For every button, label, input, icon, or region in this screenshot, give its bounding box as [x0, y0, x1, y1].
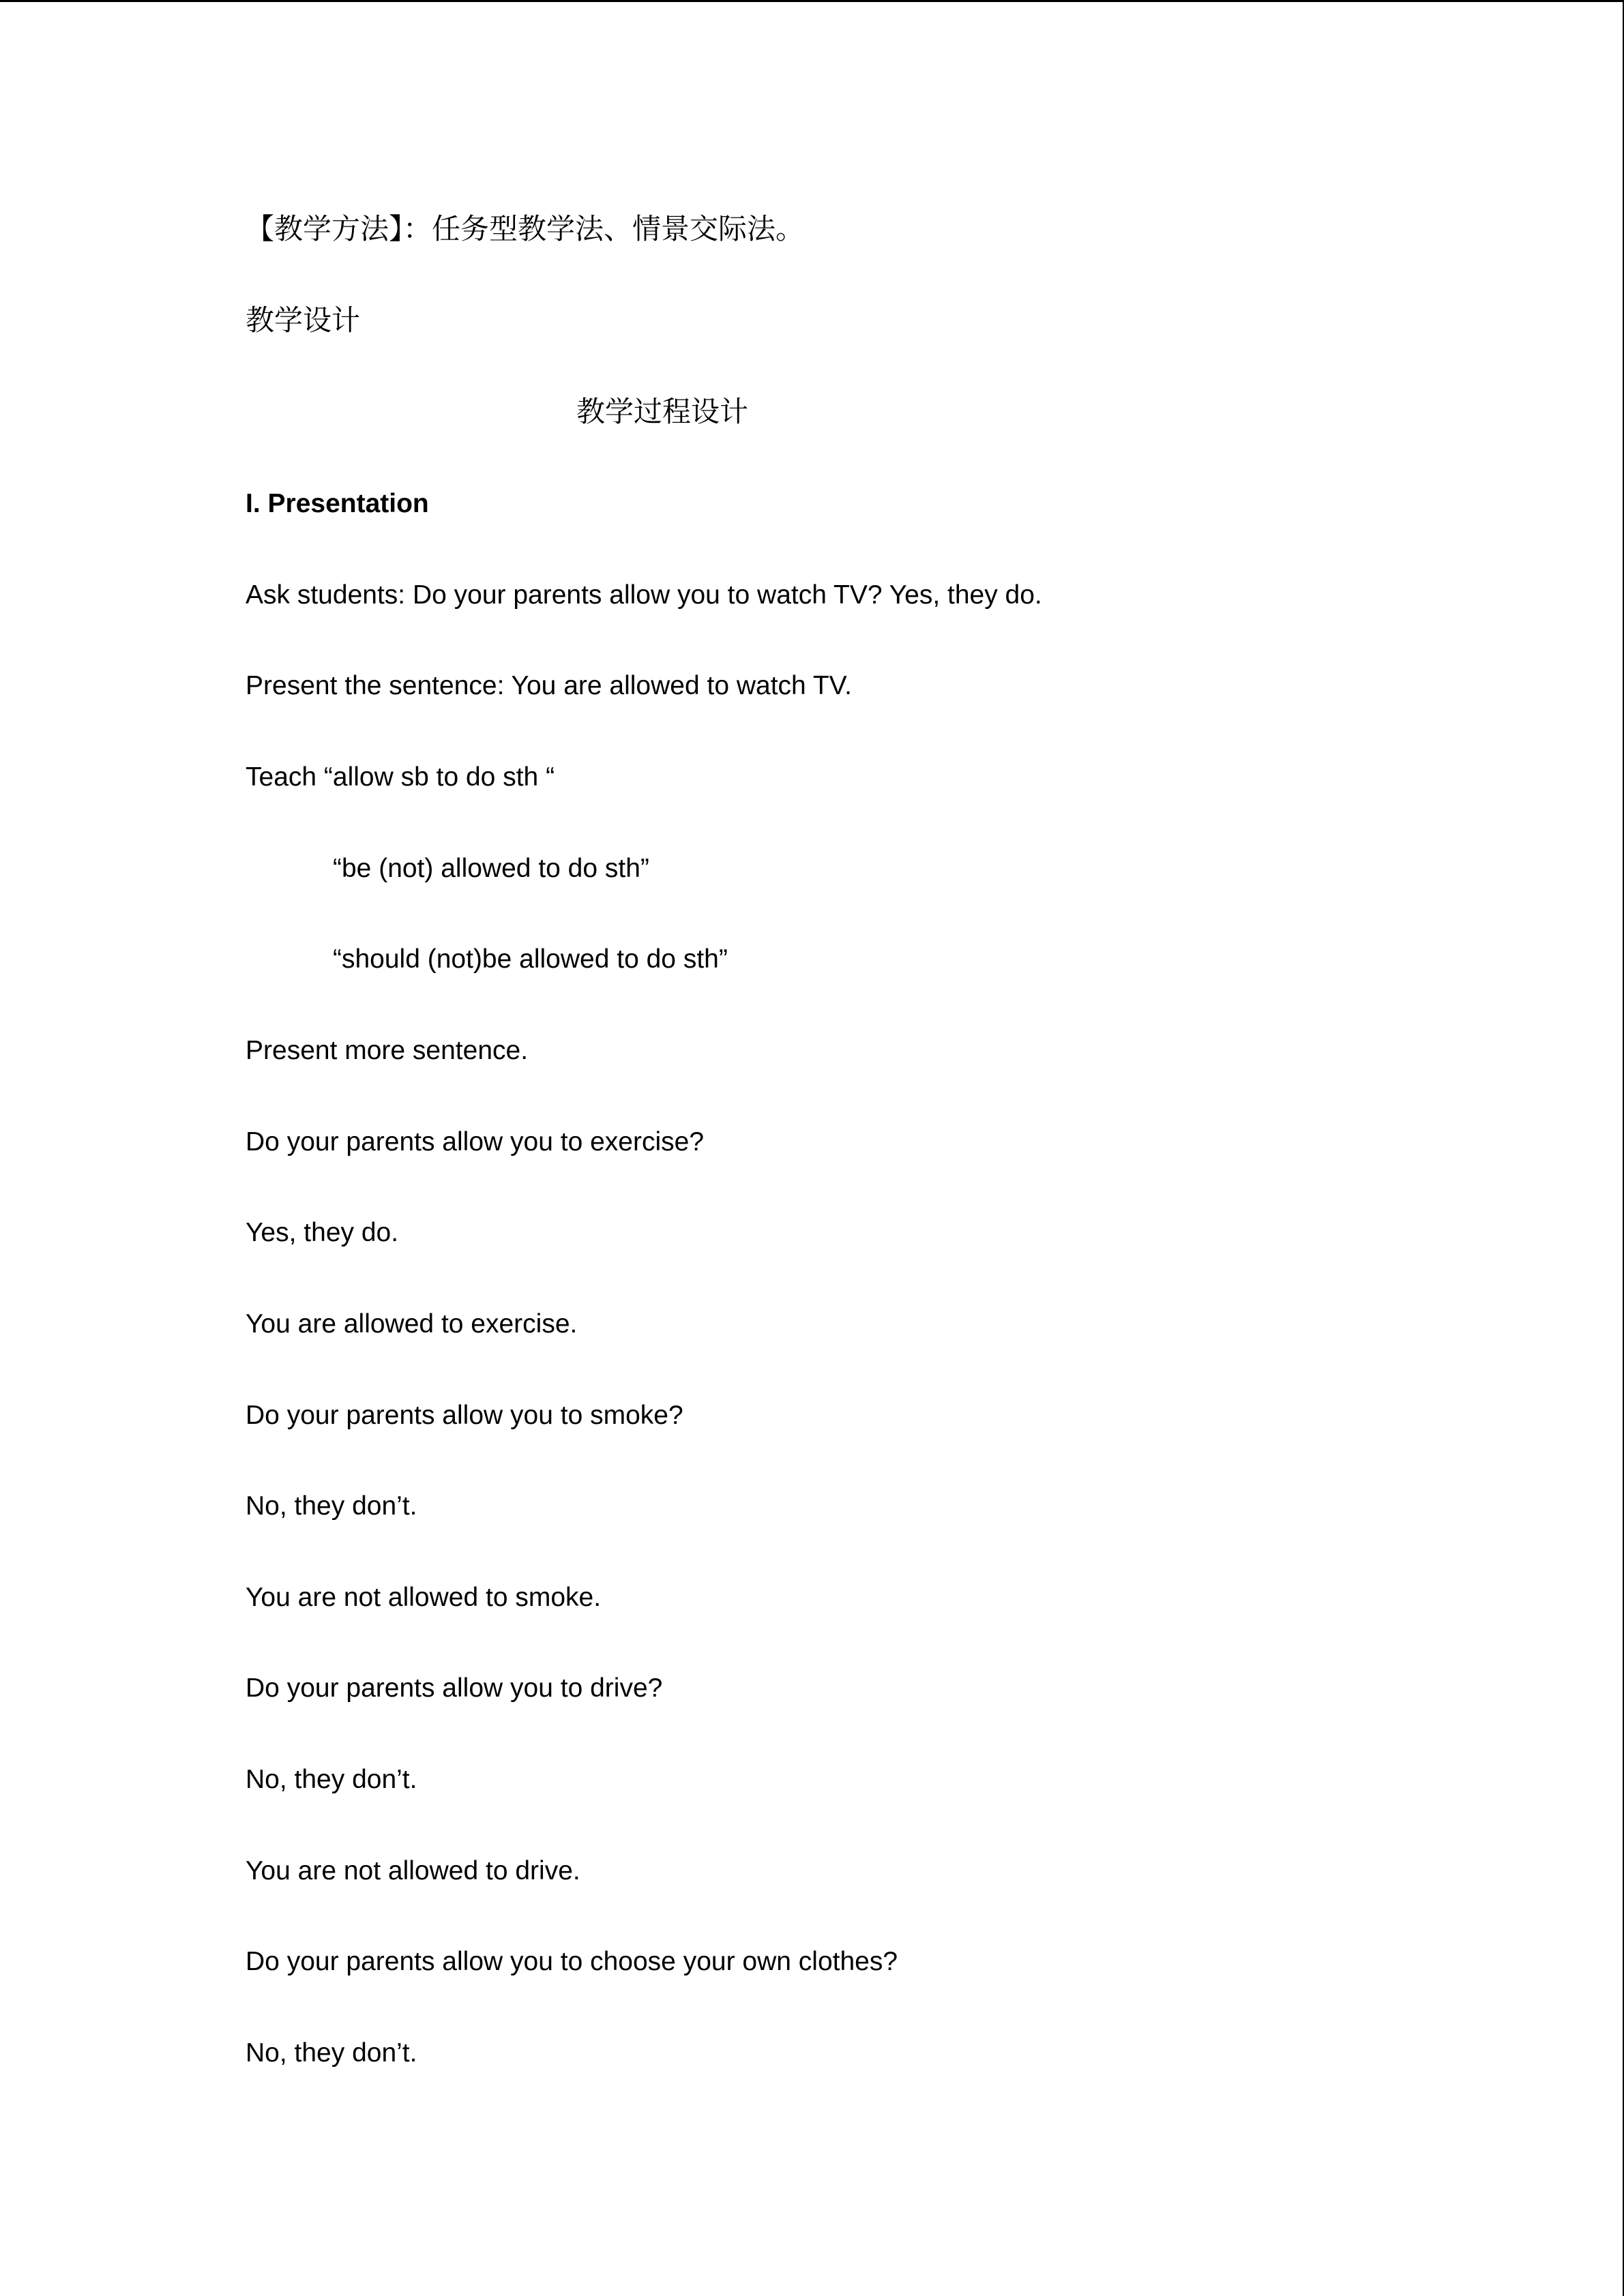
section-title-presentation: I. Presentation: [246, 489, 429, 518]
process-design-title: 教学过程设计: [576, 395, 749, 428]
text-line: Do your parents allow you to smoke?: [246, 1401, 683, 1430]
text-line: You are allowed to exercise.: [246, 1309, 578, 1339]
text-line: No, they don’t.: [246, 2038, 417, 2068]
teaching-method-heading: 【教学方法】：任务型教学法、情景交际法。: [246, 212, 805, 245]
text-line: No, they don’t.: [246, 1765, 417, 1794]
indented-text-line: “should (not)be allowed to do sth”: [333, 944, 728, 974]
text-line: Teach “allow sb to do sth “: [246, 762, 555, 792]
text-line: No, they don’t.: [246, 1491, 417, 1521]
text-line: You are not allowed to smoke.: [246, 1583, 602, 1612]
text-line: Ask students: Do your parents allow you to watch TV? Yes, they do.: [246, 580, 1042, 610]
text-line: Do your parents allow you to exercise?: [246, 1127, 705, 1157]
indented-text-line: “be (not) allowed to do sth”: [333, 854, 649, 883]
text-line: Do your parents allow you to choose your own clothes?: [246, 1947, 898, 1976]
text-line: Yes, they do.: [246, 1218, 399, 1247]
text-line: Present more sentence.: [246, 1036, 529, 1065]
teaching-design-heading: 教学设计: [246, 303, 361, 337]
text-line: Do your parents allow you to drive?: [246, 1673, 663, 1703]
text-line: Present the sentence: You are allowed to watch TV.: [246, 671, 852, 700]
text-line: You are not allowed to drive.: [246, 1856, 580, 1885]
